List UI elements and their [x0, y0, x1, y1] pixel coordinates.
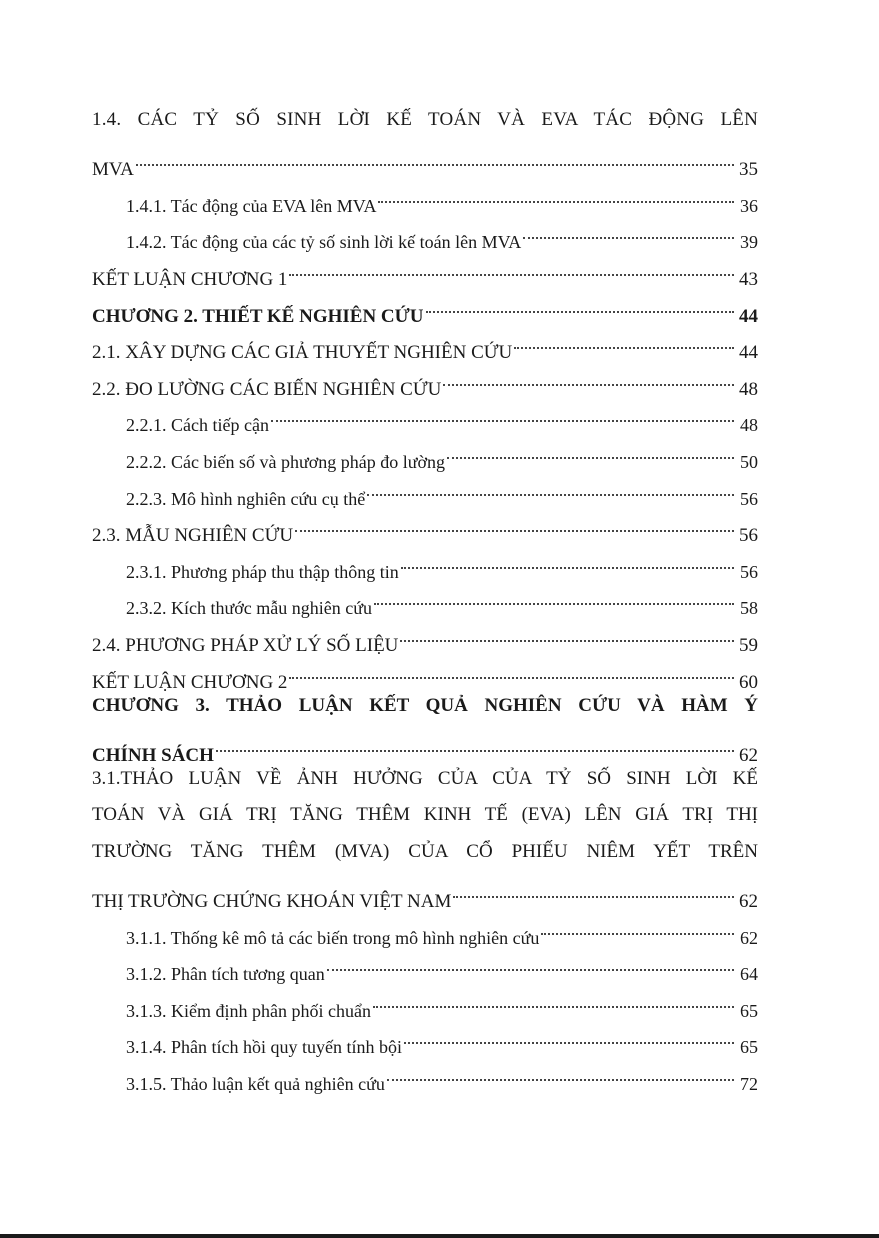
toc-entry-text: 2.3. MẪU NGHIÊN CỨU: [92, 525, 294, 547]
toc-page-number: 39: [740, 232, 758, 253]
dot-leader: [387, 1053, 734, 1090]
toc-entry-text: 3.1.2. Phân tích tương quan: [126, 964, 325, 985]
toc-page-number: 56: [740, 561, 758, 582]
dot-leader: [136, 139, 734, 176]
toc-entry-1-4-heading[interactable]: [92, 102, 758, 139]
toc-page-number: 58: [740, 598, 758, 619]
toc-entry-text: 2.3.2. Kích thước mẫu nghiên cứu: [126, 598, 372, 619]
toc-entry-text: TOÁN VÀ GIÁ TRỊ TĂNG THÊM KINH TẾ (EVA) LÊN GIÁ TRỊ THỊ: [92, 804, 758, 826]
toc-page-number: 36: [740, 195, 758, 216]
dot-leader: [374, 578, 734, 615]
dot-leader: [514, 322, 734, 359]
toc-page-number: 62: [739, 744, 758, 766]
toc-page-number: 56: [739, 525, 758, 547]
toc-entry-text: 2.4. PHƯƠNG PHÁP XỬ LÝ SỐ LIỆU: [92, 634, 399, 656]
dot-leader: [327, 944, 734, 981]
toc-entry-text: 2.2.2. Các biến số và phương pháp đo lường: [126, 451, 446, 472]
dot-leader: [523, 212, 734, 249]
toc-entry-chuong-3[interactable]: [92, 724, 758, 766]
toc-entry-text: 2.2.3. Mô hình nghiên cứu cụ thể: [126, 488, 366, 509]
dot-leader: [541, 907, 734, 944]
page-bottom-rule: [0, 1234, 879, 1238]
toc-entry-text: THỊ TRƯỜNG CHỨNG KHOÁN VIỆT NAM: [92, 891, 452, 913]
dot-leader: [443, 358, 734, 395]
toc-entry-text: 2.3.1. Phương pháp thu thập thông tin: [126, 561, 399, 582]
dot-leader: [271, 395, 734, 432]
toc-page-number: 62: [740, 927, 758, 948]
toc-entry-3-1[interactable]: [92, 870, 758, 913]
toc-entry-text: CHƯƠNG 2. THIẾT KẾ NGHIÊN CỨU: [92, 305, 424, 327]
dot-leader: [295, 505, 734, 542]
toc-page-number: 48: [740, 415, 758, 436]
toc-page-number: 64: [740, 964, 758, 985]
dot-leader: [289, 248, 734, 285]
toc-entry-text: CHÍNH SÁCH: [92, 744, 214, 766]
toc-page-number: 60: [739, 671, 758, 693]
dot-leader: [216, 724, 734, 761]
toc-entry-text: MVA: [92, 159, 134, 181]
toc-page-number: 65: [740, 1037, 758, 1058]
toc-entry-text: 2.1. XÂY DỰNG CÁC GIẢ THUYẾT NGHIÊN CỨU: [92, 342, 513, 364]
toc-entry-text: 1.4. CÁC TỶ SỐ SINH LỜI KẾ TOÁN VÀ EVA TÁC ĐỘNG LÊN: [92, 109, 758, 130]
toc-entry-3-1-heading-1[interactable]: [92, 761, 758, 798]
toc-entry-1-4[interactable]: [92, 139, 758, 181]
dot-leader: [378, 175, 734, 212]
table-of-contents: [92, 102, 758, 1095]
toc-entry-text: KẾT LUẬN CHƯƠNG 2: [92, 671, 288, 693]
toc-page-number: 56: [740, 488, 758, 509]
toc-entry-text: 3.1.3. Kiểm định phân phối chuẩn: [126, 1000, 371, 1021]
toc-entry-3-1-heading-3[interactable]: [92, 834, 758, 871]
toc-page-number: 59: [739, 634, 758, 656]
toc-entry-text: 1.4.1. Tác động của EVA lên MVA: [126, 195, 377, 216]
dot-leader: [400, 614, 734, 651]
toc-page-number: 43: [739, 268, 758, 290]
toc-page-number: 72: [740, 1074, 758, 1095]
dot-leader: [447, 431, 734, 468]
dot-leader: [404, 1017, 734, 1054]
toc-entry-text: 3.1.THẢO LUẬN VỀ ẢNH HƯỞNG CỦA CỦA TỶ SỐ SINH LỜI KẾ: [92, 767, 758, 789]
dot-leader: [373, 980, 734, 1017]
dot-leader: [401, 541, 734, 578]
toc-entry-text: 1.4.2. Tác động của các tỷ số sinh lời kế toán lên MVA: [126, 232, 522, 253]
toc-page-number: 65: [740, 1000, 758, 1021]
toc-entry-text: 3.1.4. Phân tích hồi quy tuyến tính bội: [126, 1037, 402, 1058]
toc-entry-text: CHƯƠNG 3. THẢO LUẬN KẾT QUẢ NGHIÊN CỨU VÀ HÀM Ý: [92, 694, 758, 716]
toc-page-number: 44: [739, 342, 758, 364]
dot-leader: [367, 468, 734, 505]
toc-page-number: 48: [739, 378, 758, 400]
toc-entry-text: TRƯỜNG TĂNG THÊM (MVA) CỦA CỔ PHIẾU NIÊM YẾT TRÊN: [92, 840, 758, 862]
dot-leader: [289, 651, 734, 688]
toc-entry-chuong-3-heading[interactable]: [92, 688, 758, 725]
dot-leader: [426, 285, 735, 322]
toc-entry-text: 3.1.5. Thảo luận kết quả nghiên cứu: [126, 1074, 385, 1095]
toc-page-number: 44: [739, 305, 758, 327]
toc-entry-3-1-heading-2[interactable]: [92, 797, 758, 834]
toc-page-number: 62: [739, 891, 758, 913]
toc-entry-text: KẾT LUẬN CHƯƠNG 1: [92, 268, 288, 290]
toc-entry-text: 3.1.1. Thống kê mô tả các biến trong mô hình nghiên cứu: [126, 927, 540, 948]
dot-leader: [453, 870, 734, 907]
toc-page-number: 35: [739, 159, 758, 181]
toc-page-number: 50: [740, 451, 758, 472]
toc-entry-text: 2.2.1. Cách tiếp cận: [126, 415, 269, 436]
toc-entry-1-4-1[interactable]: [92, 175, 758, 216]
toc-entry-text: 2.2. ĐO LƯỜNG CÁC BIẾN NGHIÊN CỨU: [92, 378, 442, 400]
